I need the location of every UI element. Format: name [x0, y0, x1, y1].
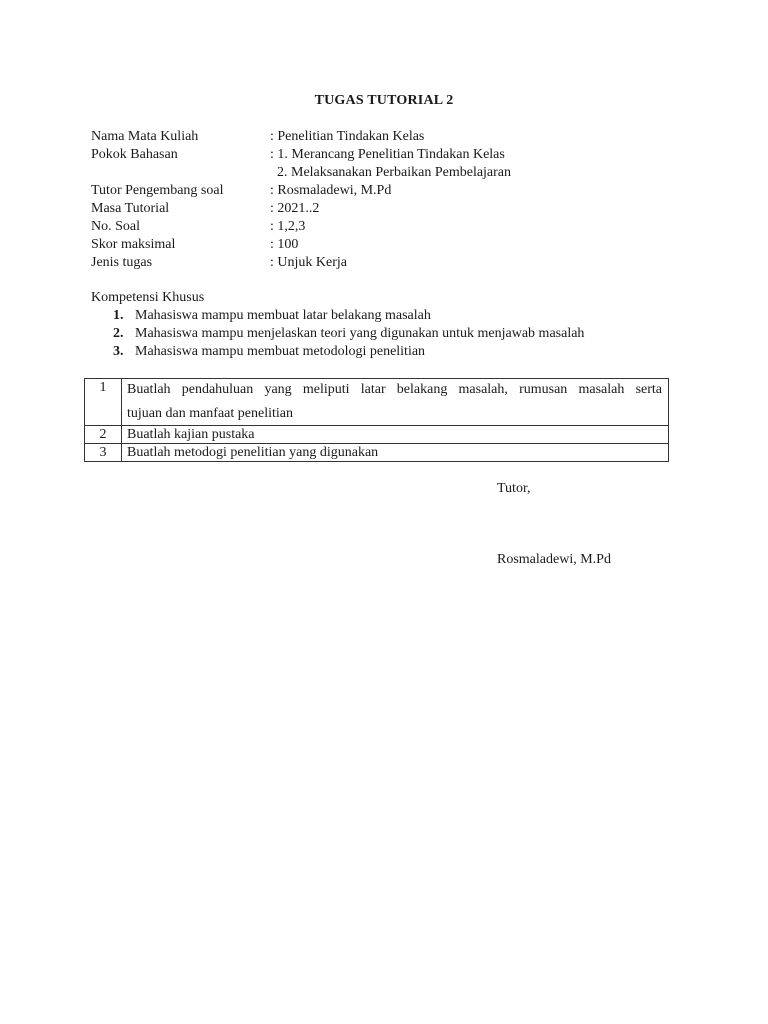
info-row-course-name — [91, 128, 691, 146]
info-value: : Penelitian Tindakan Kelas — [270, 129, 425, 144]
info-row-topic-continued — [91, 164, 691, 182]
competency-item — [91, 325, 711, 343]
task-text-line: tujuan dan manfaat penelitian — [127, 406, 293, 421]
info-label: Nama Mata Kuliah — [91, 129, 199, 144]
info-label: Tutor Pengembang soal — [91, 183, 224, 198]
task-text-line: Buatlah pendahuluan yang meliputi latar belakang masalah, rumusan masalah serta — [127, 382, 662, 397]
info-label: Skor maksimal — [91, 237, 176, 252]
table-row — [85, 379, 669, 426]
info-row-task-type — [91, 254, 691, 272]
table-row — [85, 444, 669, 462]
competency-number: 3. — [113, 344, 124, 359]
task-number: 1 — [85, 379, 122, 426]
info-row-max-score — [91, 236, 691, 254]
competency-list — [91, 307, 711, 361]
task-number: 2 — [85, 426, 122, 444]
task-table — [84, 378, 669, 462]
course-info — [91, 128, 691, 272]
competency-text: Mahasiswa mampu membuat latar belakang masalah — [135, 308, 431, 323]
competency-section — [91, 289, 711, 361]
competency-heading: Kompetensi Khusus — [91, 290, 205, 305]
signature-label: Tutor, — [497, 481, 531, 496]
task-text: Buatlah metodogi penelitian yang digunakan — [122, 444, 669, 462]
table-row — [85, 426, 669, 444]
info-row-period — [91, 200, 691, 218]
info-value: : 1,2,3 — [270, 219, 306, 234]
competency-text: Mahasiswa mampu menjelaskan teori yang digunakan untuk menjawab masalah — [135, 326, 585, 341]
info-row-topic — [91, 146, 691, 164]
task-number: 3 — [85, 444, 122, 462]
info-label — [91, 164, 270, 182]
info-label: Pokok Bahasan — [91, 147, 178, 162]
info-label: No. Soal — [91, 219, 140, 234]
signature-name: Rosmaladewi, M.Pd — [497, 552, 611, 567]
info-label: Jenis tugas — [91, 255, 153, 270]
competency-text: Mahasiswa mampu membuat metodologi penelitian — [135, 344, 426, 359]
competency-item — [91, 343, 711, 361]
competency-number: 2. — [113, 326, 124, 341]
task-text — [122, 379, 669, 426]
info-label: Masa Tutorial — [91, 201, 170, 216]
competency-item — [91, 307, 711, 325]
task-text: Buatlah kajian pustaka — [122, 426, 669, 444]
info-value: 2. Melaksanakan Perbaikan Pembelajaran — [270, 165, 512, 180]
info-value: : Unjuk Kerja — [270, 255, 347, 270]
info-value: : 2021..2 — [270, 201, 320, 216]
info-value: : 100 — [270, 237, 299, 252]
info-row-tutor — [91, 182, 691, 200]
info-value: : Rosmaladewi, M.Pd — [270, 183, 392, 198]
info-value: : 1. Merancang Penelitian Tindakan Kelas — [270, 147, 505, 162]
document-title: TUGAS TUTORIAL 2 — [314, 93, 454, 108]
info-row-question-numbers — [91, 218, 691, 236]
competency-number: 1. — [113, 308, 124, 323]
